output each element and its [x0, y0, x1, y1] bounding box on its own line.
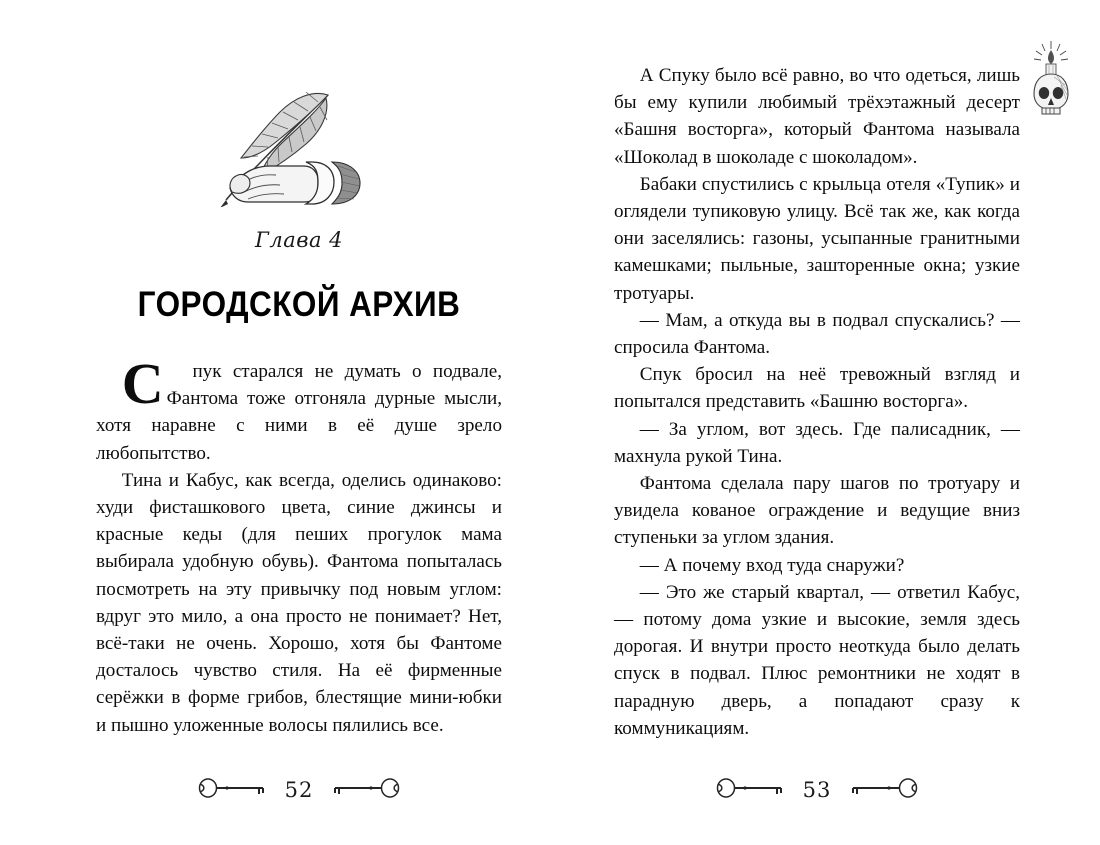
paragraph-text: — За углом, вот здесь. Где палисадник, — махнула рукой Тина. — [614, 418, 1020, 467]
drop-cap: С — [121, 351, 164, 416]
paragraph — [96, 467, 502, 739]
key-ornament-icon — [715, 777, 787, 804]
chapter-title: ГОРОДСКОЙ АРХИВ — [137, 285, 461, 325]
paragraph — [614, 579, 1020, 742]
paragraph — [614, 307, 1020, 361]
right-page-body — [614, 62, 1020, 742]
paragraph-text: — А почему вход туда снаружи? — [639, 554, 905, 576]
folio-right — [614, 773, 1020, 807]
key-ornament-icon — [329, 777, 401, 804]
paragraph — [614, 171, 1020, 307]
paragraph — [614, 552, 1020, 579]
key-ornament-icon — [197, 777, 269, 804]
paragraph — [614, 416, 1020, 470]
paragraph-text: Спук бросил на неё тревожный взгляд и попытался представить «Башню восторга». — [614, 364, 1020, 413]
right-page — [550, 0, 1100, 845]
paragraph-text: Тина и Кабус, как всегда, оделись одинаково: худи фисташкового цвета, синие джинсы и красные кеды (для пеших прогулок мама выбирала удобную обувь). Фантома попыталась посмотреть на эту привычку под новым углом: вдруг это мило, а она просто не понимает? Нет, всё-таки не очень. Хорошо, хотя бы Фантоме досталось чувство стиля. На её фирменные серёжки в форме грибов, блестящие мини-юбки и пышно уложенные волосы пялились все. — [96, 469, 502, 736]
paragraph-text: Фантома сделала пару шагов по тротуару и увидела кованое ограждение и ведущие вниз ступеньки за углом здания. — [614, 473, 1020, 549]
paragraph — [614, 62, 1020, 171]
paragraph — [614, 470, 1020, 552]
folio-left — [96, 773, 502, 807]
chapter-eyebrow: Глава 4 — [254, 228, 344, 252]
page-number: 52 — [284, 778, 314, 802]
paragraph-text: А Спуку было всё равно, во что одеться, лишь бы ему купили любимый трёхэтажный десерт «Башня восторга», который Фантома называла «Шоколад в шоколаде с шоколадом». — [614, 65, 1020, 168]
hand-with-quill-icon — [208, 62, 373, 207]
paragraph-text: Бабаки спустились с крыльца отеля «Тупик» и оглядели тупиковую улицу. Всё так же, как когда они заселялись: газоны, усыпанные гранитными камешками; пыльные, зашторенные окна; узкие тротуары. — [614, 173, 1020, 304]
key-ornament-icon — [847, 777, 919, 804]
page-number: 53 — [802, 778, 832, 802]
paragraph-text: — Это же старый квартал, — ответил Кабус, — потому дома узкие и высокие, земля здесь дорогая. И внутри просто неоткуда было делать спуск в подвал. Плюс ремонтники не ходят в парадную дверь, а попадают сразу к коммуникациям. — [614, 581, 1020, 739]
paragraph — [96, 351, 502, 467]
left-page-body — [96, 351, 502, 739]
paragraph-text: — Мам, а откуда вы в подвал спускались? — спросила Фантома. — [614, 309, 1020, 359]
paragraph — [614, 361, 1020, 415]
paragraph-text: пук старался не думать о подвале, Фантома тоже отгоняла дурные мысли, хотя наравне с ними в её душе зрело любопытство. — [96, 361, 502, 464]
